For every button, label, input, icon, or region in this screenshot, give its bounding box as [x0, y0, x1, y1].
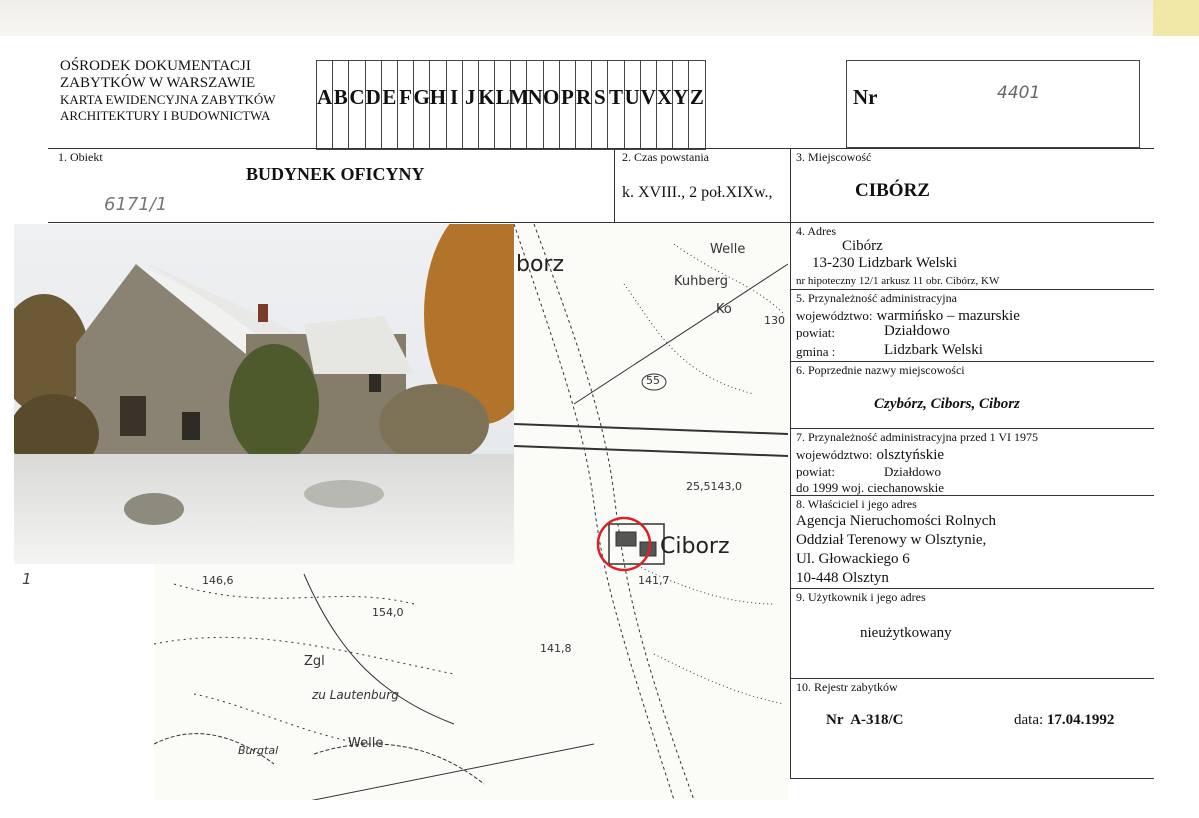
letter-cell-h: H: [430, 61, 446, 149]
building-photo: [14, 224, 514, 564]
field-10-nr-label: Nr: [826, 712, 844, 728]
margin-side-number: 6171/1: [104, 194, 168, 215]
letter-cell-o: O: [544, 61, 560, 149]
map-label-ciborz: Ciborz: [660, 534, 730, 559]
institution-block: [60, 58, 276, 124]
field-10-nr: [826, 712, 904, 729]
field-10-date: [1014, 712, 1114, 729]
nr-box: [846, 60, 1140, 148]
field-5-gmina-value: Lidzbark Welski: [884, 342, 983, 358]
map-label-elev-3: 141,8: [540, 642, 572, 655]
rule-row-1: [48, 222, 1154, 223]
field-7-woj: [796, 446, 944, 464]
field-2-value: k. XVIII., 2 poł.XIXw.,: [622, 184, 773, 201]
field-7-powiat-label: powiat:: [796, 464, 835, 479]
institution-line-1: OŚRODEK DOKUMENTACJI: [60, 58, 251, 74]
letter-cell-r: R: [576, 61, 592, 149]
field-8-line-4: 10-448 Olsztyn: [796, 570, 889, 586]
map-label-elev-4: 25,5143,0: [686, 480, 742, 493]
field-8-label: 8. Właściciel i jego adres: [796, 497, 917, 511]
field-1-value: BUDYNEK OFICYNY: [246, 164, 425, 184]
field-10-date-value: 17.04.1992: [1046, 712, 1115, 728]
rule-f5: [790, 289, 1154, 290]
letter-cell-j: J: [463, 61, 479, 149]
nr-label: Nr: [853, 85, 878, 109]
field-3-value: CIBÓRZ: [855, 180, 930, 201]
rule-col-3: [790, 148, 791, 778]
letter-cell-y: Y: [673, 61, 689, 149]
letter-cell-g: G: [414, 61, 430, 149]
map-label-zgl: Zgl: [304, 654, 325, 669]
field-10-date-label: data:: [1014, 712, 1044, 728]
rule-col-2: [614, 148, 615, 222]
scan-top-edge: [0, 0, 1199, 36]
field-3-label: 3. Miejscowość: [796, 150, 872, 164]
map-label-welle-bottom: Welle: [348, 736, 384, 751]
letter-cell-v: V: [641, 61, 657, 149]
map-label-elev-1: 146,6: [202, 574, 234, 587]
scan-yellow-tab: [1153, 0, 1199, 36]
field-10-label: 10. Rejestr zabytków: [796, 680, 898, 694]
rule-header-bottom: [48, 148, 1154, 149]
field-9-label: 9. Użytkownik i jego adres: [796, 590, 926, 604]
photo-number: 1: [22, 570, 32, 588]
letter-cell-b: B: [333, 61, 349, 149]
building-photo-drawing: [14, 224, 514, 564]
letter-cell-c: C: [349, 61, 365, 149]
field-2-label: 2. Czas powstania: [622, 150, 709, 164]
letter-cell-e: E: [382, 61, 398, 149]
rule-f10: [790, 678, 1154, 679]
institution-line-2: ZABYTKÓW W WARSZAWIE: [60, 75, 256, 91]
letter-cell-t: T: [608, 61, 624, 149]
rule-f9: [790, 588, 1154, 589]
field-7-label: 7. Przynależność administracyjna przed 1 VI 1975: [796, 430, 1039, 444]
rule-f6: [790, 361, 1154, 362]
map-label-kuhberg: Kuhberg: [674, 274, 728, 289]
field-4-hipoteka: nr hipoteczny 12/1 arkusz 11 obr. Cibórz, KW: [796, 275, 1000, 287]
field-4-line-2: 13-230 Lidzbark Welski: [812, 255, 958, 271]
map-label-ko: Ko: [716, 302, 732, 317]
map-label-130: 130: [764, 314, 785, 327]
rule-bottom: [790, 778, 1154, 779]
field-4-line-1: Cibórz: [842, 238, 883, 254]
field-4-label: 4. Adres: [796, 224, 836, 238]
map-label-road: 55: [646, 374, 660, 387]
field-6-label: 6. Poprzednie nazwy miejscowości: [796, 363, 965, 377]
letter-cell-k: K: [479, 61, 495, 149]
field-7-woj-label: województwo:: [796, 447, 873, 462]
letter-cell-s: S: [592, 61, 608, 149]
nr-handwritten: 4401: [997, 83, 1041, 103]
field-5-woj-label: województwo:: [796, 308, 873, 323]
letter-cell-i: I: [447, 61, 463, 149]
card-title-line-2: ARCHITEKTURY I BUDOWNICTWA: [60, 108, 271, 123]
letter-cell-z: Z: [689, 61, 705, 149]
letter-cell-x: X: [657, 61, 673, 149]
field-5-label: 5. Przynależność administracyjna: [796, 291, 957, 305]
map-label-elev-5: 141,7: [638, 574, 670, 587]
field-9-value: nieużytkowany: [860, 625, 952, 641]
field-5-powiat-label: powiat:: [796, 325, 835, 340]
field-7-powiat-value: Działdowo: [884, 464, 942, 479]
letter-cell-a: A: [317, 61, 333, 149]
rule-f7: [790, 428, 1154, 429]
field-5-powiat-value: Działdowo: [884, 323, 950, 339]
letter-cell-p: P: [560, 61, 576, 149]
field-7-note: do 1999 woj. ciechanowskie: [796, 480, 945, 495]
rule-f8: [790, 495, 1154, 496]
field-8-line-1: Agencja Nieruchomości Rolnych: [796, 513, 996, 529]
map-label-elev-2: 154,0: [372, 606, 404, 619]
field-8-line-3: Ul. Głowackiego 6: [796, 551, 910, 567]
map-label-welle-top: Welle: [710, 242, 746, 257]
field-5-woj-value: warmińsko – mazurskie: [876, 308, 1020, 324]
field-5-gmina-label: gmina :: [796, 344, 836, 359]
map-label-lautenburg: zu Lautenburg: [312, 688, 399, 702]
letter-cell-f: F: [398, 61, 414, 149]
field-8-line-2: Oddział Terenowy w Olsztynie,: [796, 532, 987, 548]
card-title-line-1: KARTA EWIDENCYJNA ZABYTKÓW: [60, 92, 276, 107]
field-1-label: 1. Obiekt: [58, 150, 103, 164]
field-10-nr-value: A-318/C: [850, 712, 904, 728]
map-label-borz: borz: [516, 252, 565, 277]
map-label-burgtal: Burgtal: [238, 744, 279, 757]
letter-cell-l: L: [495, 61, 511, 149]
letter-cell-n: N: [527, 61, 543, 149]
letter-cell-d: D: [366, 61, 382, 149]
field-6-value: Czybórz, Cibors, Ciborz: [874, 396, 1020, 412]
letter-cell-u: U: [625, 61, 641, 149]
classification-letters: [316, 60, 706, 150]
field-7-woj-value: olsztyńskie: [876, 447, 945, 463]
letter-cell-m: M: [511, 61, 527, 149]
